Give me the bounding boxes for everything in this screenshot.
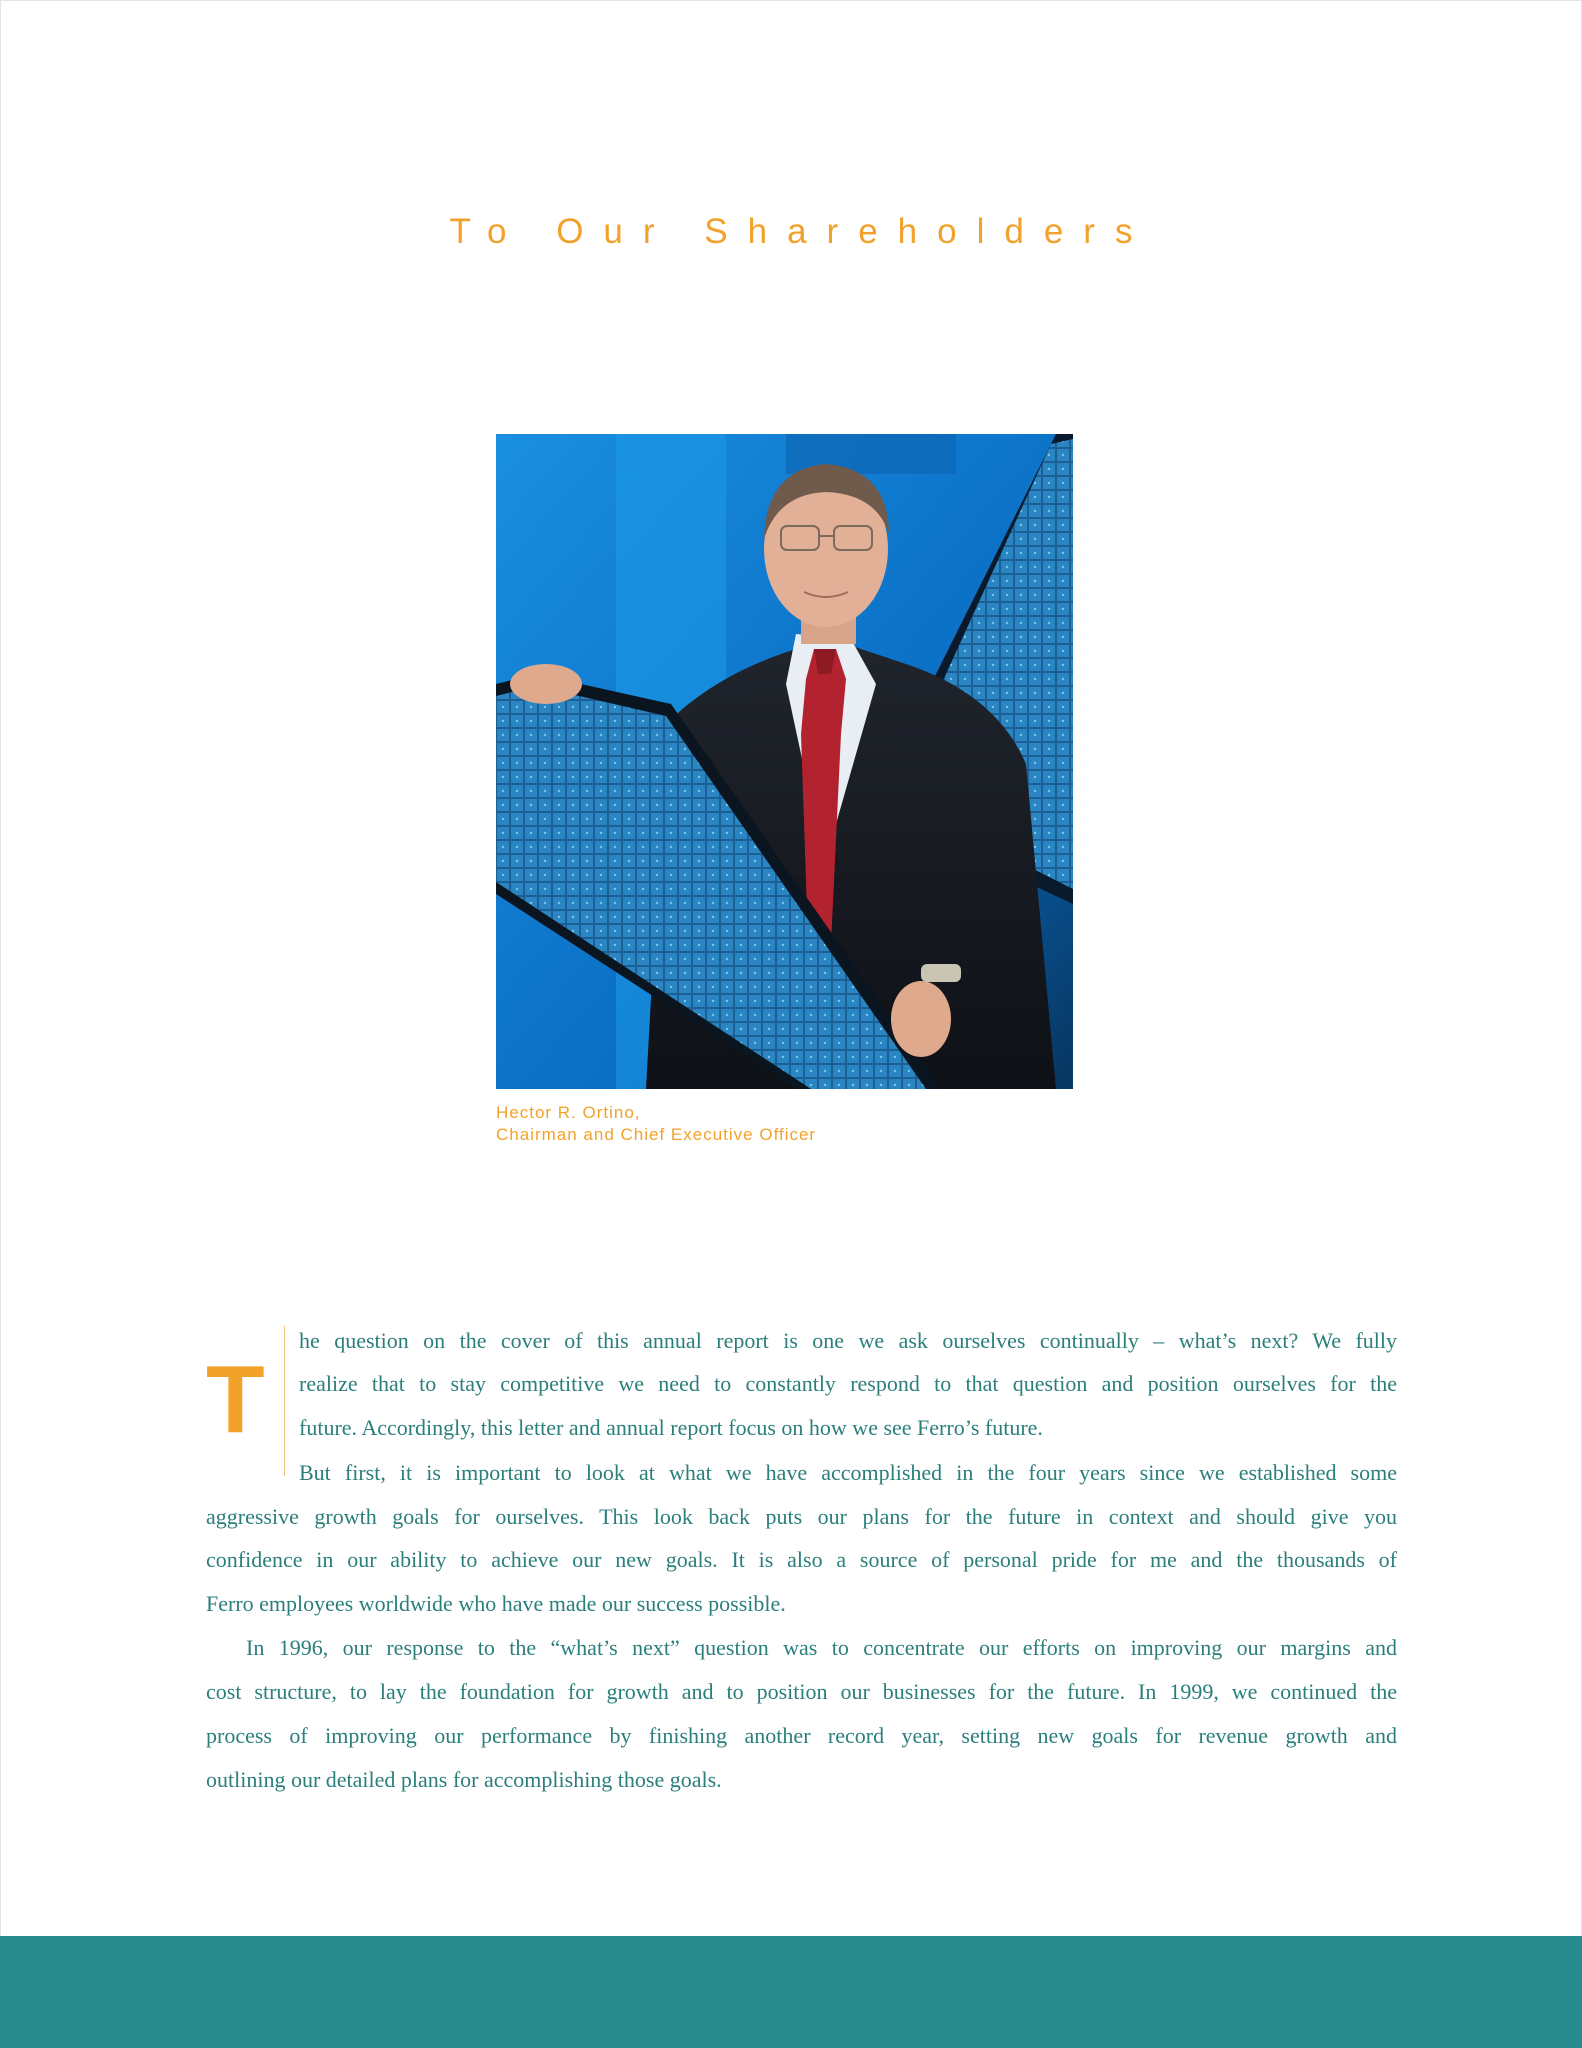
drop-cap-rule [284,1326,285,1476]
caption-name: Hector R. Ortino, [496,1103,641,1122]
letter-line: confidence in our ability to achieve our new goals. It is also a source of personal pride for me and the thousands of [206,1547,1397,1572]
letter-line: process of improving our performance by finishing another record year, setting new goals for revenue growth and [206,1723,1397,1748]
executive-portrait-photo [496,434,1073,1089]
letter-line: Ferro employees worldwide who have made our success possible. [206,1591,786,1616]
letter-line: future. Accordingly, this letter and annual report focus on how we see Ferro’s future. [299,1415,1043,1440]
footer-band [0,1936,1582,2048]
letter-line: cost structure, to lay the foundation for growth and to position our businesses for the future. In 1999, we continued the [206,1679,1397,1704]
letter-line: he question on the cover of this annual report is one we ask ourselves continually – what’s next? We fully [299,1328,1397,1353]
page-title: To Our Shareholders [449,212,1153,251]
letter-line: In 1996, our response to the “what’s next” question was to concentrate our efforts on improving our margins and [246,1635,1397,1660]
letter-line: aggressive growth goals for ourselves. This look back puts our plans for the future in context and should give you [206,1504,1397,1529]
letter-line: outlining our detailed plans for accomplishing those goals. [206,1767,722,1792]
caption-title: Chairman and Chief Executive Officer [496,1125,817,1144]
photo-caption [496,1102,816,1146]
letter-line: But first, it is important to look at what we have accomplished in the four years since we established some [299,1460,1397,1485]
drop-cap: T [206,1346,265,1453]
letter-line: realize that to stay competitive we need to constantly respond to that question and position ourselves for the [299,1371,1397,1396]
